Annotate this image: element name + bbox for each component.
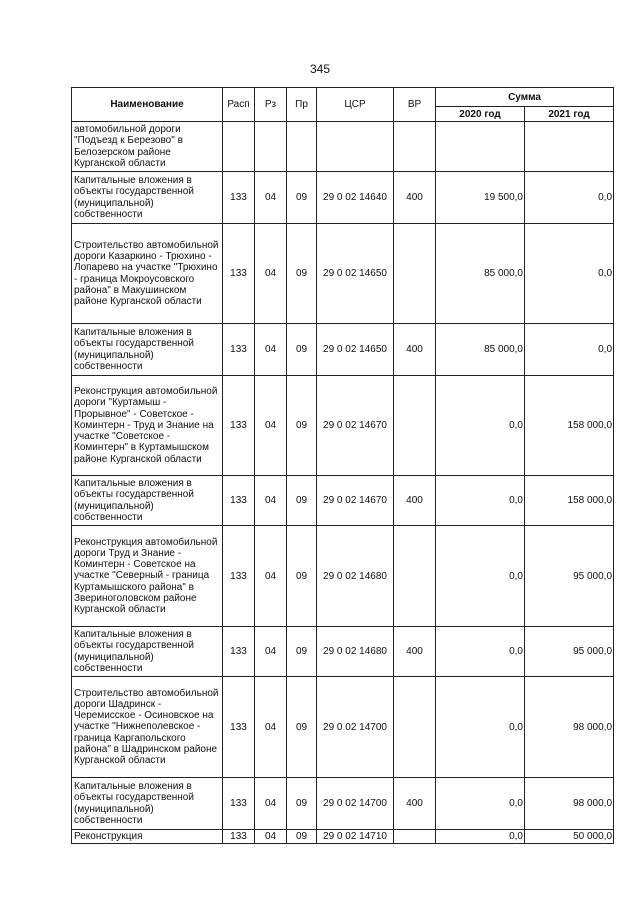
row-rasp-cell: 133 xyxy=(223,677,255,778)
header-csr: ЦСР xyxy=(317,88,394,122)
row-rz-cell: 04 xyxy=(255,526,287,627)
row-2021-cell: 95 000,0 xyxy=(525,526,614,627)
row-pr-cell: 09 xyxy=(287,476,317,526)
row-vr-cell: 400 xyxy=(394,324,436,376)
row-pr-cell: 09 xyxy=(287,830,317,844)
row-vr-cell: 400 xyxy=(394,627,436,677)
row-vr-cell xyxy=(394,122,436,172)
row-pr-cell: 09 xyxy=(287,526,317,627)
row-csr-cell: 29 0 02 14670 xyxy=(317,376,394,476)
row-csr-cell: 29 0 02 14650 xyxy=(317,224,394,324)
row-pr-cell: 09 xyxy=(287,627,317,677)
row-2020-cell: 0,0 xyxy=(436,376,525,476)
row-rasp-cell: 133 xyxy=(223,476,255,526)
row-rz-cell: 04 xyxy=(255,830,287,844)
row-2021-cell: 0,0 xyxy=(525,324,614,376)
row-rz-cell xyxy=(255,122,287,172)
row-name-cell: Капитальные вложения в объекты государственной (муниципальной) собственности xyxy=(72,627,223,677)
row-2021-cell: 98 000,0 xyxy=(525,677,614,778)
header-rasp: Расп xyxy=(223,88,255,122)
row-rz-cell: 04 xyxy=(255,172,287,224)
row-name-cell: Строительство автомобильной дороги Шадринск - Черемисское - Осиновское на участке "Нижнеполевское - граница Каргапольского района" в Шадринском районе Курганской области xyxy=(72,677,223,778)
row-2020-cell: 19 500,0 xyxy=(436,172,525,224)
row-2020-cell: 0,0 xyxy=(436,526,525,627)
row-2021-cell: 0,0 xyxy=(525,224,614,324)
row-csr-cell xyxy=(317,122,394,172)
row-pr-cell: 09 xyxy=(287,677,317,778)
table-row xyxy=(72,376,614,476)
table-row xyxy=(72,830,614,844)
header-rz: Рз xyxy=(255,88,287,122)
row-2021-cell: 98 000,0 xyxy=(525,778,614,830)
table-row xyxy=(72,122,614,172)
row-2020-cell: 0,0 xyxy=(436,677,525,778)
table-row xyxy=(72,778,614,830)
table-row xyxy=(72,677,614,778)
row-name-cell: Капитальные вложения в объекты государственной (муниципальной) собственности xyxy=(72,324,223,376)
row-vr-cell: 400 xyxy=(394,172,436,224)
table-body xyxy=(72,122,614,844)
row-name-cell: Реконструкция автомобильной дороги "Куртамыш - Прорывное" - Советское - Коминтерн - Труд и Знание на участке "Советское - Коминтерн" в Куртамышском районе Курганской области xyxy=(72,376,223,476)
budget-table xyxy=(71,87,614,844)
row-name-cell: Капитальные вложения в объекты государственной (муниципальной) собственности xyxy=(72,778,223,830)
row-vr-cell xyxy=(394,677,436,778)
header-2020: 2020 год xyxy=(436,107,525,122)
row-rasp-cell: 133 xyxy=(223,224,255,324)
row-rz-cell: 04 xyxy=(255,778,287,830)
row-2021-cell: 95 000,0 xyxy=(525,627,614,677)
table-row xyxy=(72,172,614,224)
row-name-cell: Строительство автомобильной дороги Казаркино - Трюхино - Лопарево на участке "Трюхино - граница Мокроусовского района" в Макушинском районе Курганской области xyxy=(72,224,223,324)
row-rz-cell: 04 xyxy=(255,627,287,677)
header-vr: ВР xyxy=(394,88,436,122)
page-number: 345 xyxy=(309,62,331,76)
row-pr-cell: 09 xyxy=(287,172,317,224)
row-vr-cell xyxy=(394,376,436,476)
header-pr: Пр xyxy=(287,88,317,122)
row-rz-cell: 04 xyxy=(255,476,287,526)
row-rasp-cell xyxy=(223,122,255,172)
table-row xyxy=(72,526,614,627)
row-csr-cell: 29 0 02 14640 xyxy=(317,172,394,224)
row-vr-cell: 400 xyxy=(394,778,436,830)
row-2021-cell: 0,0 xyxy=(525,172,614,224)
row-rz-cell: 04 xyxy=(255,324,287,376)
row-2021-cell xyxy=(525,122,614,172)
row-csr-cell: 29 0 02 14670 xyxy=(317,476,394,526)
row-vr-cell: 400 xyxy=(394,476,436,526)
row-pr-cell: 09 xyxy=(287,324,317,376)
header-sum: Сумма xyxy=(436,88,614,107)
table-row xyxy=(72,627,614,677)
row-name-cell: Капитальные вложения в объекты государственной (муниципальной) собственности xyxy=(72,476,223,526)
row-2020-cell: 0,0 xyxy=(436,830,525,844)
row-name-cell: Реконструкция xyxy=(72,830,223,844)
table-row xyxy=(72,476,614,526)
row-rasp-cell: 133 xyxy=(223,526,255,627)
row-vr-cell xyxy=(394,224,436,324)
row-2020-cell xyxy=(436,122,525,172)
table-row xyxy=(72,324,614,376)
row-rasp-cell: 133 xyxy=(223,830,255,844)
row-2021-cell: 158 000,0 xyxy=(525,376,614,476)
row-name-cell: автомобильной дороги "Подъезд к Березово" в Белозерском районе Курганской области xyxy=(72,122,223,172)
row-pr-cell xyxy=(287,122,317,172)
table-row xyxy=(72,224,614,324)
row-name-cell: Капитальные вложения в объекты государственной (муниципальной) собственности xyxy=(72,172,223,224)
row-rasp-cell: 133 xyxy=(223,172,255,224)
row-rz-cell: 04 xyxy=(255,224,287,324)
row-csr-cell: 29 0 02 14700 xyxy=(317,677,394,778)
row-csr-cell: 29 0 02 14710 xyxy=(317,830,394,844)
row-2020-cell: 85 000,0 xyxy=(436,224,525,324)
row-vr-cell xyxy=(394,526,436,627)
row-pr-cell: 09 xyxy=(287,224,317,324)
row-rasp-cell: 133 xyxy=(223,627,255,677)
row-2020-cell: 85 000,0 xyxy=(436,324,525,376)
row-csr-cell: 29 0 02 14680 xyxy=(317,526,394,627)
row-rasp-cell: 133 xyxy=(223,778,255,830)
row-name-cell: Реконструкция автомобильной дороги Труд и Знание - Коминтерн - Советское на участке "Северный - граница Куртамышского района" в Звериноголовском районе Курганской области xyxy=(72,526,223,627)
header-2021: 2021 год xyxy=(525,107,614,122)
row-2020-cell: 0,0 xyxy=(436,627,525,677)
row-2021-cell: 158 000,0 xyxy=(525,476,614,526)
row-2021-cell: 50 000,0 xyxy=(525,830,614,844)
row-csr-cell: 29 0 02 14700 xyxy=(317,778,394,830)
header-name: Наименование xyxy=(72,88,223,122)
row-pr-cell: 09 xyxy=(287,778,317,830)
row-pr-cell: 09 xyxy=(287,376,317,476)
row-rasp-cell: 133 xyxy=(223,376,255,476)
row-csr-cell: 29 0 02 14680 xyxy=(317,627,394,677)
row-rz-cell: 04 xyxy=(255,376,287,476)
row-2020-cell: 0,0 xyxy=(436,778,525,830)
row-rasp-cell: 133 xyxy=(223,324,255,376)
row-vr-cell xyxy=(394,830,436,844)
row-2020-cell: 0,0 xyxy=(436,476,525,526)
row-rz-cell: 04 xyxy=(255,677,287,778)
row-csr-cell: 29 0 02 14650 xyxy=(317,324,394,376)
